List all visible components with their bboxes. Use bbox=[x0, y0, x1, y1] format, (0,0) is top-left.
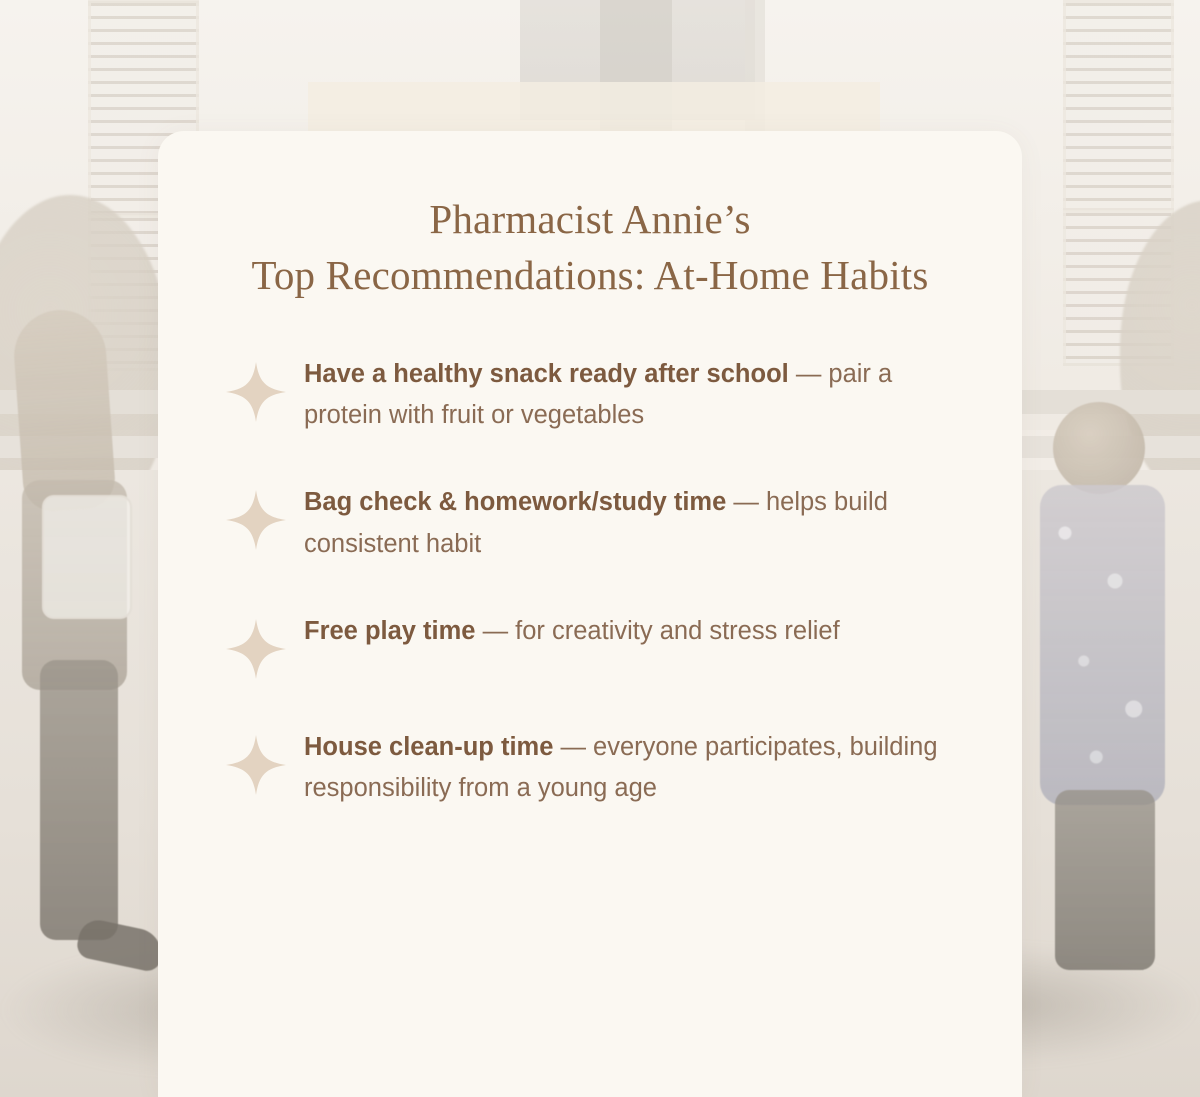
list-item bbox=[220, 727, 960, 810]
child-left-backpack bbox=[42, 495, 132, 619]
child-right-legs bbox=[1055, 790, 1155, 970]
list-item-text bbox=[288, 727, 960, 810]
list-item-lead: Have a healthy snack ready after school bbox=[304, 359, 789, 388]
recommendations-card bbox=[158, 131, 1022, 1097]
list-item-rest: — helps build consistent habit bbox=[304, 488, 888, 558]
list-item-lead: House clean-up time bbox=[304, 732, 554, 761]
recommendation-list bbox=[220, 354, 960, 810]
four-point-sparkle-icon bbox=[224, 360, 288, 424]
child-right-head bbox=[1053, 402, 1145, 494]
title-line-2: Top Recommendations: At-Home Habits bbox=[251, 252, 929, 299]
card-title bbox=[220, 193, 960, 306]
list-item-rest: — everyone participates, building responsibility from a young age bbox=[304, 732, 938, 803]
list-item bbox=[220, 482, 960, 565]
list-item-text bbox=[288, 482, 960, 565]
list-item-text bbox=[288, 611, 840, 652]
four-point-sparkle-icon bbox=[224, 733, 288, 797]
four-point-sparkle-icon bbox=[224, 617, 288, 681]
title-line-1: Pharmacist Annie’s bbox=[429, 196, 751, 242]
four-point-sparkle-icon bbox=[224, 488, 288, 552]
list-item-text bbox=[288, 354, 960, 437]
list-item bbox=[220, 354, 960, 437]
list-item-rest: — for creativity and stress relief bbox=[475, 616, 840, 645]
list-item-rest: — pair a protein with fruit or vegetables bbox=[304, 359, 893, 430]
list-item-lead: Free play time bbox=[304, 616, 476, 645]
list-item-lead: Bag check & homework/study time bbox=[304, 488, 727, 517]
child-right-backpack bbox=[1040, 485, 1165, 805]
child-left-legs bbox=[40, 660, 118, 940]
window-pane-right-upper bbox=[1063, 0, 1174, 211]
list-item bbox=[220, 611, 960, 681]
